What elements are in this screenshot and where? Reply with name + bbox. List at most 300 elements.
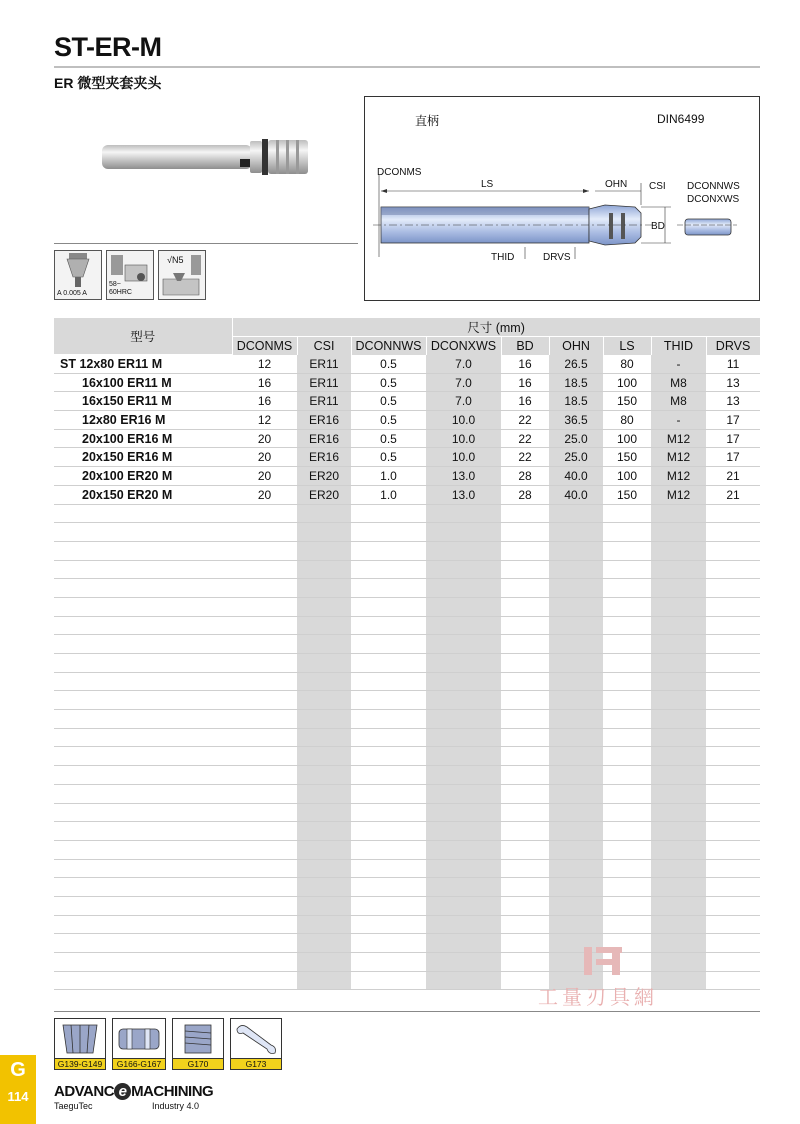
cell-bd <box>501 597 549 616</box>
cell-ls: 150 <box>603 392 651 411</box>
cell-dconnws <box>351 635 426 654</box>
cell-dconxws <box>426 822 501 841</box>
runout-caption: A 0.005 A <box>57 290 87 297</box>
model-cell <box>54 691 232 710</box>
cell-bd <box>501 672 549 691</box>
label-bd: BD <box>651 221 665 232</box>
cell-csi: ER16 <box>297 448 351 467</box>
cell-dconms <box>232 728 297 747</box>
cell-csi <box>297 766 351 785</box>
cell-dconms <box>232 840 297 859</box>
hardness-caption: 58~ 60HRC <box>109 281 132 296</box>
cell-thid <box>651 859 706 878</box>
cell-dconnws <box>351 747 426 766</box>
cell-dconnws <box>351 840 426 859</box>
table-row <box>54 803 760 822</box>
col-header-drvs: DRVS <box>706 337 760 355</box>
model-cell <box>54 766 232 785</box>
cell-ls: 100 <box>603 429 651 448</box>
table-row <box>54 392 760 411</box>
ref-collet[interactable] <box>54 1018 106 1070</box>
cell-csi <box>297 560 351 579</box>
table-row <box>54 934 760 953</box>
cell-drvs: 17 <box>706 448 760 467</box>
table-row <box>54 504 760 523</box>
cell-bd <box>501 896 549 915</box>
cell-thid: - <box>651 411 706 430</box>
cell-thid <box>651 597 706 616</box>
ref-stop-screw-label: G170 <box>173 1058 223 1069</box>
cell-ohn <box>549 635 603 654</box>
cell-dconxws <box>426 747 501 766</box>
model-cell <box>54 710 232 729</box>
cell-dconnws: 0.5 <box>351 355 426 374</box>
watermark-logo <box>582 945 626 977</box>
cell-dconnws: 1.0 <box>351 467 426 486</box>
cell-thid: M12 <box>651 429 706 448</box>
cell-dconxws <box>426 654 501 673</box>
cell-ls <box>603 541 651 560</box>
cell-dconxws <box>426 523 501 542</box>
cell-ohn: 25.0 <box>549 429 603 448</box>
cell-dconxws <box>426 896 501 915</box>
label-ohn: OHN <box>605 179 628 190</box>
model-header: 型号 <box>54 318 232 355</box>
page-tab-letter: G <box>10 1059 26 1081</box>
cell-thid <box>651 915 706 934</box>
cell-dconxws: 10.0 <box>426 411 501 430</box>
cell-bd <box>501 560 549 579</box>
cell-drvs <box>706 710 760 729</box>
cell-dconnws <box>351 784 426 803</box>
cell-dconnws <box>351 616 426 635</box>
cell-dconnws <box>351 728 426 747</box>
cell-thid <box>651 878 706 897</box>
cell-ohn <box>549 523 603 542</box>
cell-bd: 28 <box>501 485 549 504</box>
cell-dconms <box>232 654 297 673</box>
cell-ohn <box>549 896 603 915</box>
cell-csi <box>297 784 351 803</box>
cell-dconms <box>232 691 297 710</box>
model-cell <box>54 934 232 953</box>
table-row <box>54 355 760 374</box>
cell-dconms <box>232 579 297 598</box>
cell-thid <box>651 934 706 953</box>
cell-ohn: 40.0 <box>549 467 603 486</box>
cell-thid <box>651 541 706 560</box>
cell-dconxws: 7.0 <box>426 355 501 374</box>
cell-bd <box>501 710 549 729</box>
col-header-thid: THID <box>651 337 706 355</box>
cell-ohn: 18.5 <box>549 373 603 392</box>
cell-dconxws: 10.0 <box>426 448 501 467</box>
cell-thid: M12 <box>651 448 706 467</box>
brand-logo <box>54 1083 213 1100</box>
tool-holder-photo <box>100 135 320 180</box>
cell-ohn: 25.0 <box>549 448 603 467</box>
cell-dconnws <box>351 803 426 822</box>
cell-dconnws: 1.0 <box>351 485 426 504</box>
cell-bd <box>501 915 549 934</box>
table-row <box>54 859 760 878</box>
cell-bd <box>501 541 549 560</box>
cell-dconnws <box>351 822 426 841</box>
cell-ls <box>603 597 651 616</box>
cell-dconxws <box>426 971 501 990</box>
cell-dconnws <box>351 560 426 579</box>
model-cell <box>54 654 232 673</box>
cell-thid: - <box>651 355 706 374</box>
cell-bd <box>501 934 549 953</box>
table-row <box>54 878 760 897</box>
cell-ohn <box>549 915 603 934</box>
cell-dconms <box>232 747 297 766</box>
cell-thid <box>651 803 706 822</box>
model-cell <box>54 803 232 822</box>
model-cell <box>54 504 232 523</box>
cell-ohn <box>549 766 603 785</box>
cell-thid <box>651 971 706 990</box>
ref-clamping-nut[interactable] <box>112 1018 166 1070</box>
cell-thid <box>651 822 706 841</box>
cell-csi <box>297 953 351 972</box>
cell-dconxws <box>426 784 501 803</box>
cell-ls <box>603 747 651 766</box>
cell-thid <box>651 747 706 766</box>
cell-ohn <box>549 654 603 673</box>
cell-csi <box>297 859 351 878</box>
cell-dconnws <box>351 523 426 542</box>
cell-ls: 80 <box>603 411 651 430</box>
model-cell <box>54 560 232 579</box>
cell-thid <box>651 504 706 523</box>
cell-dconms <box>232 635 297 654</box>
label-thid: THID <box>491 252 515 263</box>
table-row <box>54 728 760 747</box>
cell-bd: 22 <box>501 411 549 430</box>
cell-bd: 16 <box>501 373 549 392</box>
cell-csi <box>297 896 351 915</box>
cell-dconnws: 0.5 <box>351 429 426 448</box>
cell-csi <box>297 523 351 542</box>
cell-csi <box>297 597 351 616</box>
table-row <box>54 691 760 710</box>
cell-dconnws: 0.5 <box>351 392 426 411</box>
model-cell <box>54 859 232 878</box>
cell-dconxws <box>426 710 501 729</box>
cell-bd <box>501 822 549 841</box>
cell-ls <box>603 635 651 654</box>
cell-dconnws <box>351 654 426 673</box>
cell-dconnws <box>351 896 426 915</box>
surface-caption: √N5 <box>167 255 184 265</box>
cell-dconxws <box>426 541 501 560</box>
cell-bd <box>501 953 549 972</box>
cell-dconnws <box>351 710 426 729</box>
cell-drvs: 21 <box>706 467 760 486</box>
table-row <box>54 784 760 803</box>
cell-ls <box>603 822 651 841</box>
cell-bd <box>501 766 549 785</box>
table-row <box>54 766 760 785</box>
cell-bd <box>501 728 549 747</box>
page-tab <box>0 1055 36 1124</box>
table-row <box>54 523 760 542</box>
cell-bd <box>501 504 549 523</box>
label-dconnws: DCONNWS <box>687 181 740 192</box>
watermark-text: 工量刃具網 <box>538 985 658 1009</box>
cell-csi <box>297 934 351 953</box>
cell-ohn <box>549 691 603 710</box>
label-dconms: DCONMS <box>377 167 422 178</box>
cell-drvs <box>706 523 760 542</box>
cell-thid <box>651 672 706 691</box>
cell-dconms <box>232 597 297 616</box>
cell-dconnws <box>351 915 426 934</box>
table-row <box>54 953 760 972</box>
cell-ls <box>603 878 651 897</box>
model-cell <box>54 523 232 542</box>
diagram-standard: DIN6499 <box>657 112 705 126</box>
page-number: 114 <box>7 1089 29 1104</box>
title-rule <box>54 66 760 68</box>
ref-wrench[interactable] <box>230 1018 282 1070</box>
model-cell: 12x80 ER16 M <box>54 411 232 430</box>
table-row <box>54 896 760 915</box>
cell-ls <box>603 654 651 673</box>
cell-ls <box>603 915 651 934</box>
cell-ls <box>603 691 651 710</box>
brand-name-left: ADVANC <box>54 1083 115 1100</box>
cell-dconms <box>232 784 297 803</box>
cell-csi: ER11 <box>297 373 351 392</box>
cell-drvs <box>706 635 760 654</box>
cell-thid: M8 <box>651 392 706 411</box>
cell-ohn <box>549 504 603 523</box>
cell-csi <box>297 822 351 841</box>
model-cell <box>54 971 232 990</box>
cell-ohn: 26.5 <box>549 355 603 374</box>
cell-csi <box>297 728 351 747</box>
model-cell <box>54 728 232 747</box>
table-row <box>54 616 760 635</box>
table-row <box>54 672 760 691</box>
cell-bd <box>501 616 549 635</box>
cell-thid: M8 <box>651 373 706 392</box>
brand-company: TaeguTec <box>54 1101 93 1111</box>
cell-csi <box>297 915 351 934</box>
cell-dconxws <box>426 728 501 747</box>
dimension-diagram <box>364 96 760 301</box>
surface-finish-icon <box>158 250 206 300</box>
model-cell: 20x100 ER20 M <box>54 467 232 486</box>
bottom-rule <box>54 1011 760 1012</box>
cell-csi: ER20 <box>297 467 351 486</box>
cell-ls <box>603 710 651 729</box>
cell-bd <box>501 635 549 654</box>
table-row <box>54 654 760 673</box>
cell-ls <box>603 784 651 803</box>
model-cell <box>54 840 232 859</box>
cell-bd: 22 <box>501 429 549 448</box>
cell-csi <box>297 654 351 673</box>
model-cell: ST 12x80 ER11 M <box>54 355 232 374</box>
model-cell <box>54 541 232 560</box>
hardness-icon <box>106 250 154 300</box>
cell-dconms <box>232 822 297 841</box>
cell-drvs <box>706 597 760 616</box>
table-row <box>54 373 760 392</box>
cell-drvs: 17 <box>706 411 760 430</box>
model-cell <box>54 635 232 654</box>
cell-dconnws <box>351 971 426 990</box>
cell-csi <box>297 878 351 897</box>
cell-dconnws: 0.5 <box>351 373 426 392</box>
cell-csi <box>297 803 351 822</box>
cell-dconxws <box>426 915 501 934</box>
cell-thid <box>651 728 706 747</box>
collet-icon <box>55 1019 105 1059</box>
cell-bd: 22 <box>501 448 549 467</box>
cell-bd <box>501 579 549 598</box>
cell-dconnws <box>351 504 426 523</box>
cell-csi: ER11 <box>297 355 351 374</box>
brand-name-mid: e <box>114 1083 131 1100</box>
cell-ls <box>603 766 651 785</box>
table-row <box>54 822 760 841</box>
cell-ls <box>603 859 651 878</box>
dims-header: 尺寸 (mm) <box>232 318 760 337</box>
cell-dconms <box>232 934 297 953</box>
cell-csi <box>297 710 351 729</box>
runout-icon <box>54 250 102 300</box>
cell-drvs <box>706 766 760 785</box>
cell-drvs <box>706 803 760 822</box>
brand-tagline: Industry 4.0 <box>152 1101 200 1111</box>
cell-drvs <box>706 541 760 560</box>
cell-dconms: 20 <box>232 429 297 448</box>
cell-dconxws <box>426 504 501 523</box>
left-rule <box>54 243 358 244</box>
cell-drvs: 17 <box>706 429 760 448</box>
cell-dconxws <box>426 840 501 859</box>
table-row <box>54 840 760 859</box>
cell-dconms: 20 <box>232 485 297 504</box>
cell-drvs: 13 <box>706 392 760 411</box>
cell-thid <box>651 616 706 635</box>
cell-dconxws <box>426 635 501 654</box>
cell-drvs <box>706 616 760 635</box>
cell-thid <box>651 691 706 710</box>
cell-csi <box>297 672 351 691</box>
cell-bd <box>501 654 549 673</box>
cell-ls: 100 <box>603 373 651 392</box>
cell-dconxws <box>426 953 501 972</box>
cell-csi <box>297 840 351 859</box>
label-drvs: DRVS <box>543 252 571 263</box>
cell-csi <box>297 504 351 523</box>
cell-drvs: 21 <box>706 485 760 504</box>
cell-drvs <box>706 728 760 747</box>
cell-csi <box>297 971 351 990</box>
cell-ohn <box>549 560 603 579</box>
ref-collet-label: G139-G149 <box>55 1058 105 1069</box>
cell-ohn <box>549 597 603 616</box>
table-row <box>54 467 760 486</box>
cell-dconms <box>232 710 297 729</box>
ref-clamping-nut-label: G166-G167 <box>113 1058 165 1069</box>
cell-drvs <box>706 579 760 598</box>
table-row <box>54 635 760 654</box>
cell-thid <box>651 654 706 673</box>
model-cell <box>54 915 232 934</box>
cell-dconxws <box>426 672 501 691</box>
cell-bd <box>501 840 549 859</box>
table-row <box>54 560 760 579</box>
cell-ls <box>603 504 651 523</box>
cell-drvs <box>706 859 760 878</box>
ref-stop-screw[interactable] <box>172 1018 224 1070</box>
table-row <box>54 485 760 504</box>
cell-ls <box>603 896 651 915</box>
cell-dconms: 12 <box>232 355 297 374</box>
ref-wrench-label: G173 <box>231 1058 281 1069</box>
model-cell <box>54 953 232 972</box>
cell-dconxws <box>426 934 501 953</box>
cell-thid <box>651 560 706 579</box>
table-row <box>54 579 760 598</box>
col-header-csi: CSI <box>297 337 351 355</box>
cell-dconxws <box>426 803 501 822</box>
cell-ohn <box>549 672 603 691</box>
cell-ls <box>603 523 651 542</box>
cell-ohn <box>549 878 603 897</box>
col-header-dconms: DCONMS <box>232 337 297 355</box>
cell-ohn: 40.0 <box>549 485 603 504</box>
cell-thid: M12 <box>651 467 706 486</box>
cell-thid <box>651 579 706 598</box>
cell-bd <box>501 747 549 766</box>
cell-dconms <box>232 766 297 785</box>
cell-bd <box>501 784 549 803</box>
page-subtitle: ER 微型夹套夹头 <box>54 75 162 91</box>
cell-ls <box>603 579 651 598</box>
cell-bd <box>501 803 549 822</box>
cell-csi <box>297 541 351 560</box>
cell-dconms <box>232 616 297 635</box>
cell-ls: 80 <box>603 355 651 374</box>
cell-drvs: 11 <box>706 355 760 374</box>
table-row <box>54 597 760 616</box>
cell-dconms <box>232 953 297 972</box>
cell-dconms <box>232 859 297 878</box>
cell-bd <box>501 859 549 878</box>
cell-csi: ER16 <box>297 429 351 448</box>
model-cell <box>54 616 232 635</box>
model-cell <box>54 822 232 841</box>
cell-thid <box>651 784 706 803</box>
cell-csi <box>297 616 351 635</box>
cell-drvs <box>706 971 760 990</box>
cell-thid: M12 <box>651 485 706 504</box>
cell-ohn <box>549 822 603 841</box>
cell-drvs <box>706 691 760 710</box>
cell-thid <box>651 766 706 785</box>
col-header-bd: BD <box>501 337 549 355</box>
cell-ohn: 36.5 <box>549 411 603 430</box>
cell-drvs: 13 <box>706 373 760 392</box>
